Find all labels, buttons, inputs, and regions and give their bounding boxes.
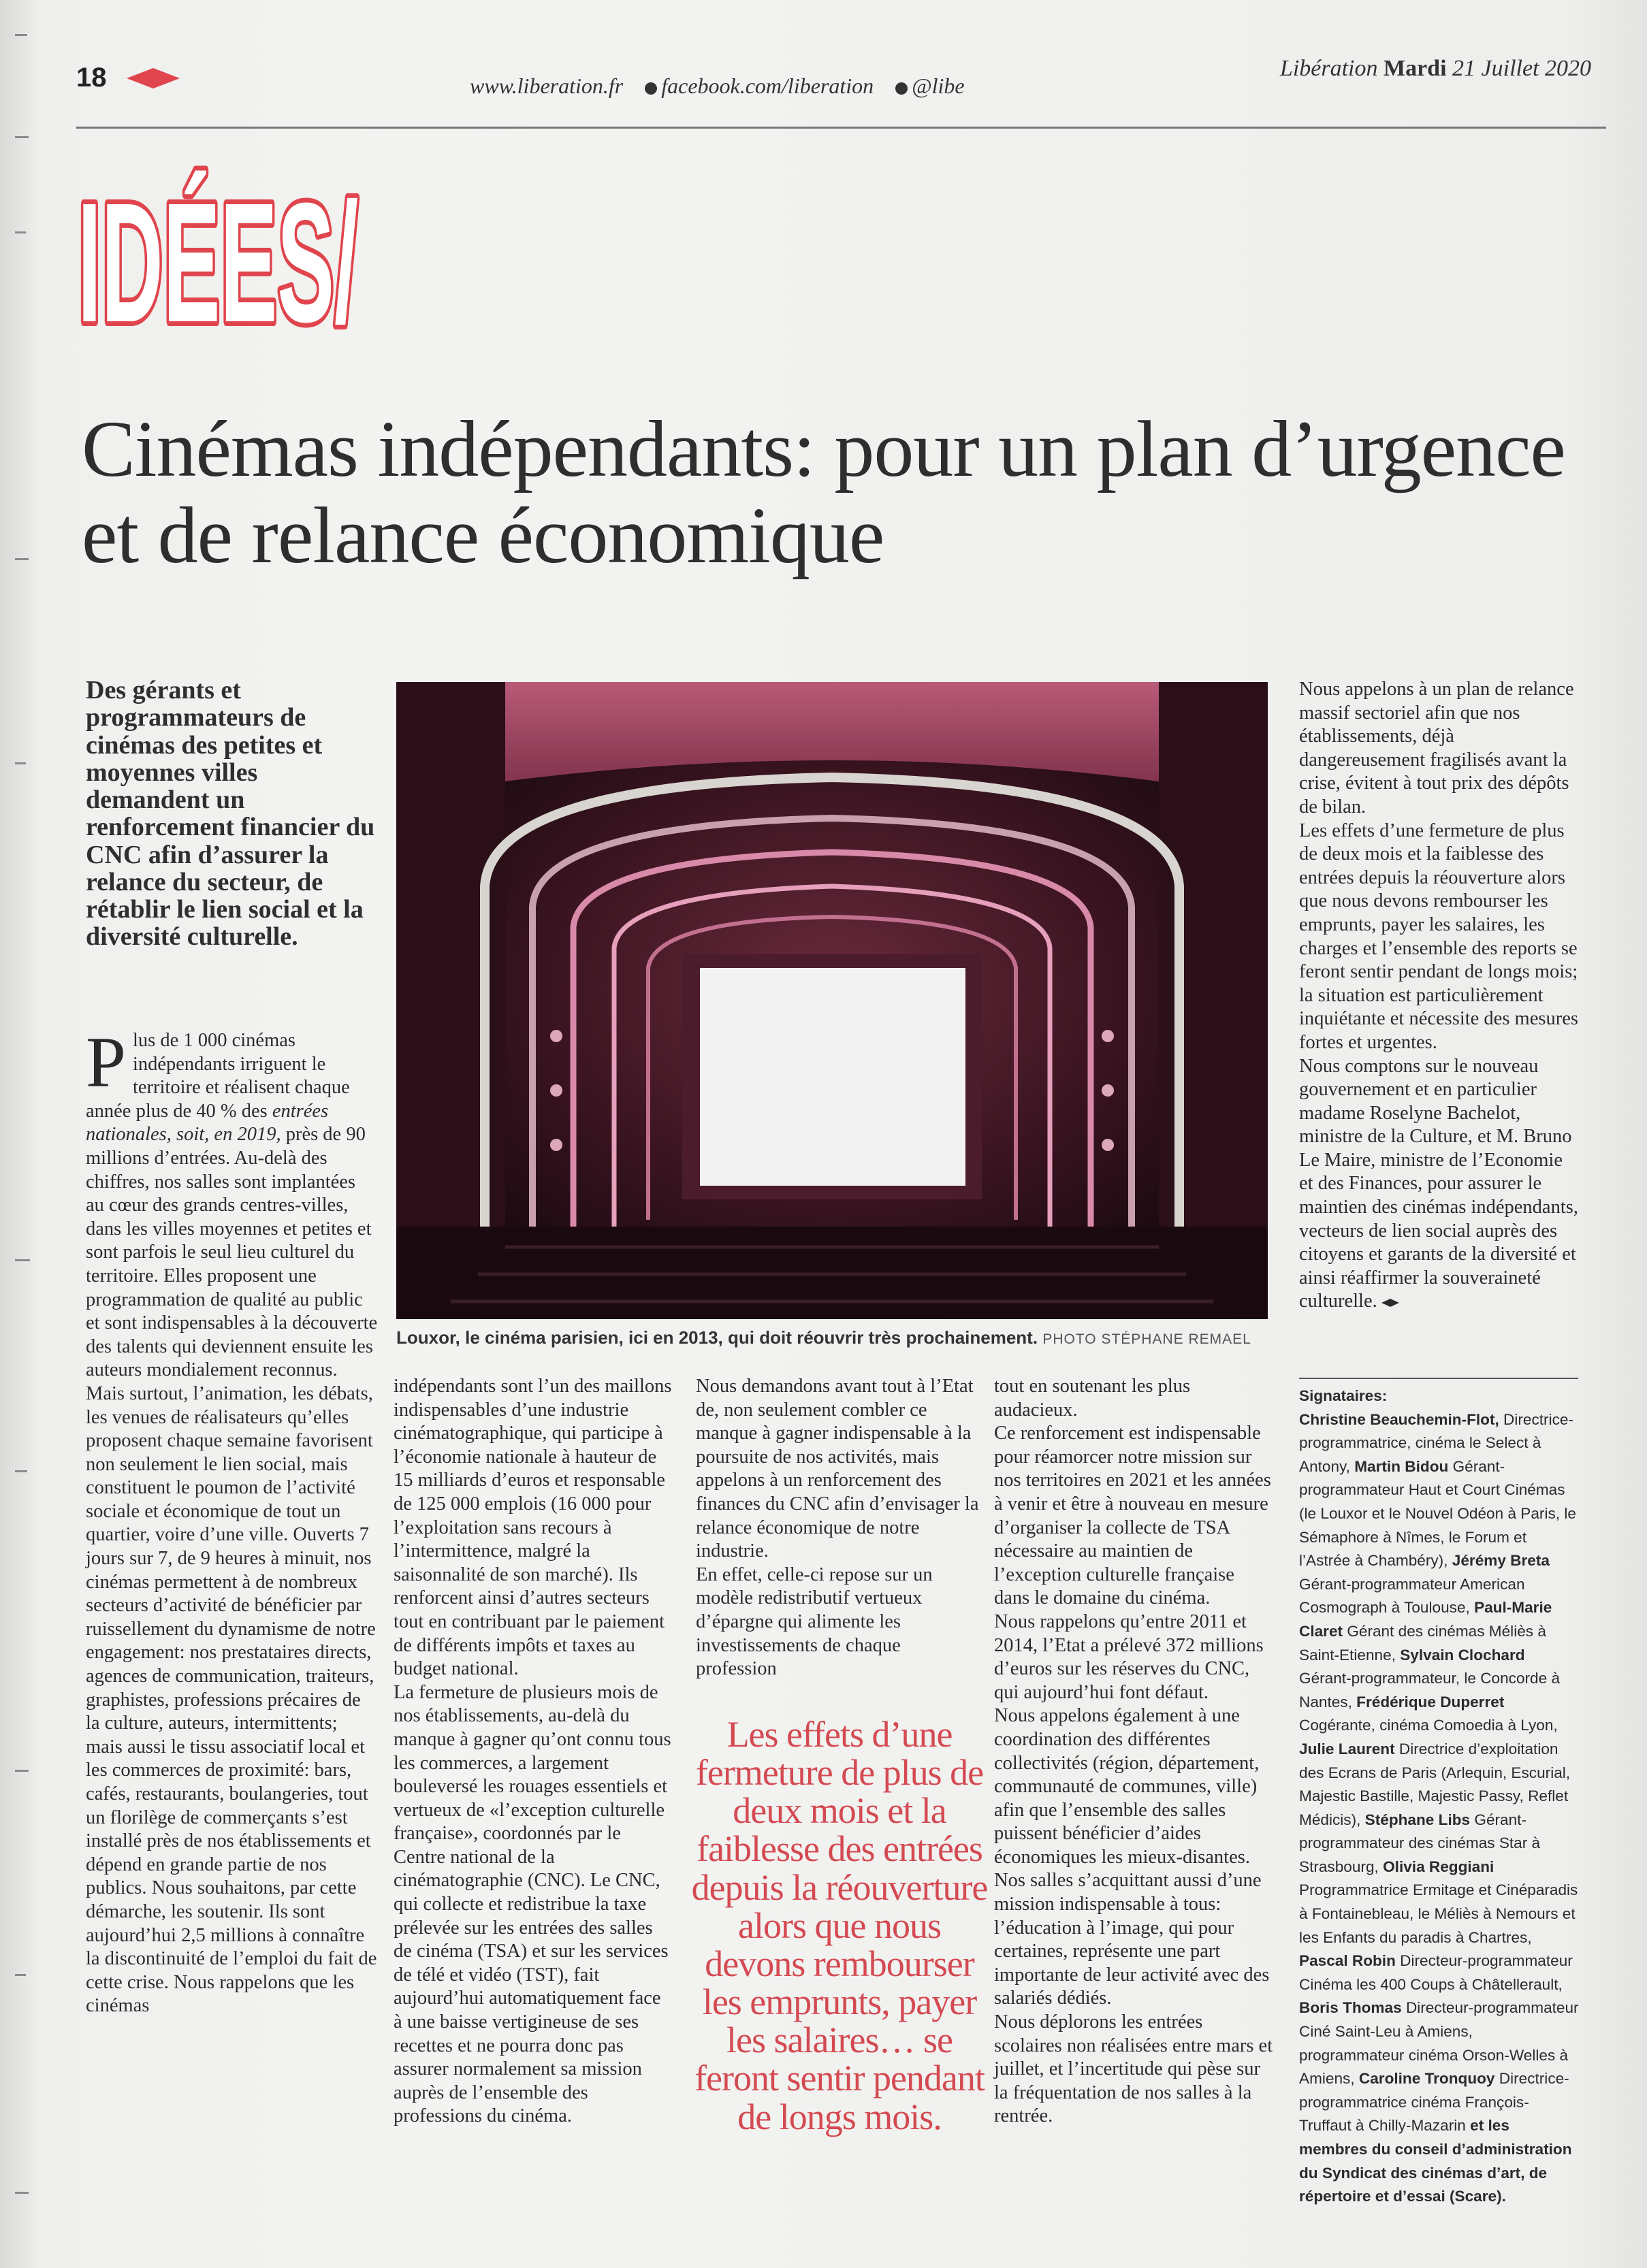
col1-italic: entrées nationales, soit, en 2019, bbox=[86, 1100, 329, 1146]
signatory-name: Sylvain Clochard bbox=[1400, 1646, 1525, 1664]
paragraph: indépendants sont l’un des maillons indispensables d’une industrie cinématographique, qui participe à l’économie nationale à hauteur de 15 milliards d’euros et responsable de 125 000 emplois (16 000 pour l’exploitation sans recours à l’intermittence, malgré la saisonnalité de son marché). Ils renforcent ainsi d’autres secteurs tout en contribuant par le paiement de différents impôts et taxes au budget national. bbox=[394, 1376, 672, 1680]
paragraph: Nous appelons également à une coordination des différentes collectivités (région, département, communauté de communes, ville) afin que l’ensemble des salles puissent bénéficier d’aides économiques les mieux-disantes. bbox=[994, 1705, 1260, 1868]
body-column-3 bbox=[696, 1375, 983, 1681]
paragraph: Les effets d’une fermeture de plus de deux mois et la faiblesse des entrées depuis la réouverture alors que nous devons rembourser les emprunts, payer les salaires, les charges et l’ensemble des reports se feront sentir pendant de longs mois; la situation est particulièrement inquiétante et nécessite des mesures fortes et urgentes. bbox=[1299, 820, 1578, 1053]
section-logo-idees bbox=[76, 158, 362, 357]
signatory-role: Directrice d’exploitation des Ecrans de Paris (Arlequin, Escurial, Majestic Bastille, Majestic Passy, Reflet Médicis), bbox=[1299, 1740, 1571, 1828]
signatory-name: Julie Laurent bbox=[1299, 1740, 1395, 1757]
signatures-block bbox=[1299, 1384, 1580, 2209]
signatory-name: Frédérique Duperret bbox=[1356, 1693, 1505, 1711]
photo-credit: PHOTO STÉPHANE REMAEL bbox=[1042, 1331, 1251, 1347]
page-number: 18 bbox=[76, 63, 107, 93]
page-edge-marks bbox=[10, 0, 57, 2268]
signatory-name: Olivia Reggiani bbox=[1383, 1858, 1494, 1875]
paragraph-text: Nous comptons sur le nouveau gouvernement et en particulier madame Roselyne Bachelot, ministre de la Culture, et M. Bruno Le Maire, ministre de l’Economie et des Finances, pour assurer le maintien des cinémas indépendants, vecteurs de lien social auprès des citoyens et garants de la diversité et ainsi réaffirmer la souveraineté culturelle. bbox=[1299, 1055, 1578, 1312]
paragraph: Nos salles s’acquittant aussi d’une mission indispensable à tous: l’éducation à l’image, qui pour certaines, représente une part importante de leur activité avec des salariés dédiés. bbox=[994, 1870, 1270, 2009]
paragraph: Nous rappelons qu’entre 2011 et 2014, l’Etat a prélevé 372 millions d’euros sur les réserves du CNC, qui aujourd’hui font défaut. bbox=[994, 1610, 1264, 1703]
signatures-label: Signataires: bbox=[1299, 1387, 1388, 1404]
col1-lead: lus de 1 000 cinémas indépendants irriguent le territoire et réalisent chaque année plus de 40 % des bbox=[86, 1030, 350, 1122]
signatory-name: Boris Thomas bbox=[1299, 1999, 1402, 2017]
paragraph: Nous déplorons les entrées scolaires non réalisées entre mars et juillet, et l’incertitude qui pèse sur la fréquentation de nos salles à la rentrée. bbox=[994, 2011, 1273, 2127]
cinema-photo bbox=[396, 682, 1268, 1319]
body-column-5 bbox=[1299, 678, 1578, 1314]
end-diamond-icon bbox=[1381, 1299, 1399, 1307]
paragraph: Ce renforcement est indispensable pour réamorcer notre mission sur nos territoires en 2021 et les années à venir et être à nouveau en mesure d’organiser la collecte de TSA nécessaire au maintien de l’exception culturelle française dans le domaine du cinéma. bbox=[994, 1423, 1271, 1609]
body-column-2 bbox=[394, 1375, 673, 2128]
signatory-role: Gérant-programmateur Haut et Court Cinémas (le Louxor et le Nouvel Odéon à Paris, le Sémaphore à Nîmes, le Forum et l’Astrée à Chambéry), bbox=[1299, 1457, 1576, 1570]
header-divider bbox=[76, 127, 1606, 129]
signatory-name: Christine Beauchemin-Flot, bbox=[1299, 1410, 1499, 1428]
signatory-role: Gérant-programmateur, le Concorde à Nantes, bbox=[1299, 1670, 1561, 1711]
facebook-link[interactable]: facebook.com/liberation bbox=[661, 74, 874, 98]
header-date bbox=[1280, 56, 1591, 82]
paragraph: En effet, celle-ci repose sur un modèle redistributif vertueux d’épargne qui alimente les investissements de chaque profession bbox=[696, 1564, 933, 1680]
date: 21 Juillet 2020 bbox=[1452, 56, 1591, 81]
signatory-role: Gérant-programmateur American Cosmograph à Toulouse, bbox=[1299, 1575, 1525, 1617]
signatory-role: Directeur-programmateur Ciné Saint-Leu à Amiens, programmateur cinéma Orson-Welles à Amiens, bbox=[1299, 1999, 1579, 2088]
photo-caption-text: Louxor, le cinéma parisien, ici en 2013, qui doit réouvrir très prochainement. bbox=[396, 1327, 1038, 1348]
signatory-role: Gérant-programmateur des cinémas Star à Strasbourg, bbox=[1299, 1811, 1541, 1875]
header-links bbox=[470, 74, 965, 99]
photo-caption bbox=[396, 1327, 1281, 1348]
paragraph: tout en soutenant les plus audacieux. bbox=[994, 1376, 1191, 1421]
pull-quote: Les effets d’une fermeture de plus de deux mois et la faiblesse des entrées depuis la réouverture alors que nous devons rembourser les emprunts, payer les salaires… se feront sentir pendant de longs mois. bbox=[691, 1714, 988, 2137]
signatory-name: Jérémy Breta bbox=[1452, 1552, 1550, 1570]
diamond-marker-icon bbox=[127, 68, 180, 88]
paragraph: Nous appelons à un plan de relance massif sectoriel afin que nos établissements, déjà dangereusement fragilisés avant la crise, évitent à tout prix des dépôts de bilan. bbox=[1299, 679, 1574, 817]
signatory-role: Cogérante, cinéma Comoedia à Lyon, bbox=[1299, 1717, 1558, 1734]
weekday: Mardi bbox=[1383, 56, 1447, 81]
signatory-role: Directrice-programmatrice, cinéma le Select à Antony, bbox=[1299, 1410, 1573, 1475]
newspaper-name: Libération bbox=[1279, 56, 1378, 81]
twitter-link[interactable]: @libe bbox=[912, 74, 965, 98]
paragraph: Nous demandons avant tout à l’Etat de, non seulement combler ce manque à gagner indispensable à la poursuite de nos activités, mais appelons à un renforcement des finances du CNC afin d’envisager la relance économique de notre industrie. bbox=[696, 1376, 979, 1562]
signatory-name: Caroline Tronquoy bbox=[1358, 2070, 1495, 2088]
paragraph-final bbox=[1299, 1055, 1578, 1314]
body-column-1 bbox=[86, 1022, 379, 2018]
signatory-role: Gérant des cinémas Méliès à Saint-Etienne, bbox=[1299, 1622, 1546, 1664]
signatory-name: Pascal Robin bbox=[1299, 1952, 1396, 1970]
section-logo-text: IDÉES/ bbox=[78, 167, 358, 357]
signatory-role: Programmatrice Ermitage et Cinéparadis à Fontainebleau, le Méliès à Nemours et les Enfants du paradis à Chartres, bbox=[1299, 1881, 1578, 1946]
col1-text: près de 90 millions d’entrées. Au-delà des chiffres, nos salles sont implantées au cœur des grands centres-villes, dans les villes moyennes et petites et sont parfois le seul lieu culturel du territoire. Elles proposent une programmation de qualité au public et sont indispensables à la découverte des talents qui deviennent ensuite les auteurs mondialement reconnus. Mais surtout, l’animation, les débats, les venues de réalisateurs qu’elles proposent chaque semaine favorisent non seulement le lien social, mais constituent le poumon de l’activité sociale et économique de tout un quartier, voire d’une ville. Ouverts 7 jours sur 7, de 9 heures à minuit, nos cinémas permettent à de nombreux secteurs d’activité de bénéficier par ruissellement du dynamisme de notre engagement: nos prestataires directs, agences de communication, traiteurs, graphistes, professions précaires de la culture, auteurs, intermittents; mais aussi le tissu associatif local et les commerces de proximité: bars, cafés, restaurants, boulangeries, tout un florilège de commerçants s’est installé près de nos établissements et dépend en grande partie de nos publics. Nous souhaitons, par cette démarche, les soutenir. Ils sont aujourd’hui 2,5 millions à connaître la discontinuité de l’emploi du fait de cette crise. Nous rappelons que les cinémas bbox=[86, 1124, 378, 2017]
article-standfirst: Des gérants et programmateurs de cinémas des petites et moyennes villes demandent un renforcement financier du CNC afin d’assurer la relance du secteur, de rétablir le lien social et la diversité culturelle. bbox=[86, 676, 375, 952]
paragraph: La fermeture de plusieurs mois de nos établissements, au-delà du manque à gagner qu’ont connu tous les commerces, a largement bouleversé les rouages essentiels et vertueux de «l’exception culturelle française», coordonnés par le Centre national de la cinématographie (CNC). Le CNC, qui collecte et redistribue la taxe prélevée sur les entrées des salles de cinéma (TSA) et sur les services de télé et vidéo (TST), fait aujourd’hui automatiquement face à une baisse vertigineuse de ses recettes et ne pourra donc pas assurer normalement sa mission auprès de l’ensemble des professions du cinéma. bbox=[394, 1681, 671, 2127]
facebook-icon bbox=[645, 82, 657, 95]
twitter-icon bbox=[895, 82, 908, 95]
body-column-4 bbox=[994, 1375, 1275, 2128]
signatory-name: Paul-Marie Claret bbox=[1299, 1599, 1552, 1640]
signatory-role: Directeur-programmateur Cinéma les 400 Coups à Châtellerault, bbox=[1299, 1952, 1573, 1993]
article-title: Cinémas indépendants: pour un plan d’urgence et de relance économique bbox=[82, 404, 1565, 581]
signatures-divider bbox=[1299, 1378, 1578, 1379]
signatory-role: Directrice-programmatrice cinéma François-Truffaut à Chilly-Mazarin bbox=[1299, 2070, 1569, 2135]
signatures-closing: et les membres du conseil d’administration du Syndicat des cinémas d’art, de répertoire et d’essai (Scare). bbox=[1299, 2117, 1572, 2205]
drop-cap: P bbox=[86, 1022, 126, 1102]
signatory-name: Stéphane Libs bbox=[1364, 1811, 1471, 1828]
signatory-name: Martin Bidou bbox=[1354, 1457, 1449, 1475]
website-link[interactable]: www.liberation.fr bbox=[470, 74, 624, 98]
